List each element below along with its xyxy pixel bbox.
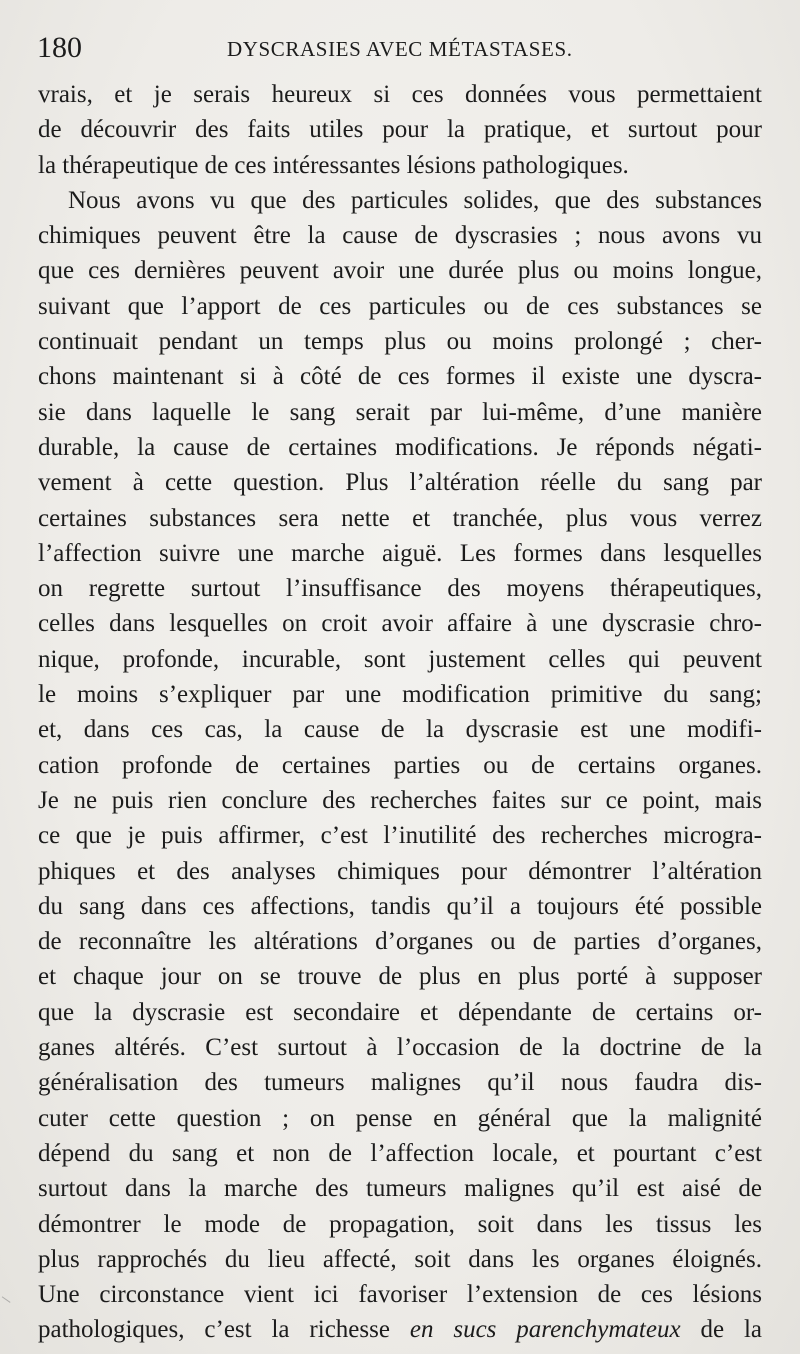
text-line: chons maintenant si à côté de ces formes il existe une dyscra- [38, 363, 762, 391]
text-line: cation profonde de certaines parties ou de certains organes. [38, 751, 762, 779]
text-line: sie dans laquelle le sang serait par lui-même, d’une manière [38, 398, 762, 426]
text-line: vrais, et je serais heureux si ces données vous permettaient [38, 81, 762, 108]
text-line: l’affection suivre une marche aiguë. Les formes dans lesquelles [38, 539, 762, 567]
text-line: que ces dernières peuvent avoir une durée plus ou moins longue, [38, 257, 762, 285]
text-line: cuter cette question ; on pense en général que la malignité [38, 1104, 762, 1132]
text-line: certaines substances sera nette et tranchée, plus vous verrez [38, 504, 762, 532]
text-line: suivant que l’apport de ces particules ou de ces substances se [38, 292, 762, 320]
text-line: et, dans ces cas, la cause de la dyscrasie est une modifi- [38, 716, 762, 744]
text-line: la thérapeutique de ces intéressantes lésions pathologiques. [38, 151, 629, 179]
text-line: Je ne puis rien conclure des recherches faites sur ce point, mais [38, 786, 762, 814]
page-number: 180 [37, 31, 82, 64]
text-line: surtout dans la marche des tumeurs malignes qu’il est aisé de [38, 1175, 762, 1203]
text-line: durable, la cause de certaines modifications. Je réponds négati- [38, 433, 762, 461]
body-text [38, 77, 762, 1348]
text-line: le moins s’expliquer par une modification primitive du sang; [38, 681, 762, 709]
text-line: ganes altérés. C’est surtout à l’occasion de la doctrine de la [38, 1034, 762, 1062]
paragraph-start-line: Nous avons vu que des particules solides, que des substances [68, 186, 762, 214]
text-line: plus rapprochés du lieu affecté, soit dans les organes éloignés. [38, 1245, 762, 1273]
text-line: et chaque jour on se trouve de plus en plus porté à supposer [38, 963, 762, 991]
text-line: que la dyscrasie est secondaire et dépendante de certains or- [38, 998, 762, 1026]
text-line: du sang dans ces affections, tandis qu’il a toujours été possible [38, 892, 762, 920]
text-line: généralisation des tumeurs malignes qu’il nous faudra dis- [38, 1069, 762, 1097]
running-head: DYSCRASIES AVEC MÉTASTASES. [227, 37, 573, 61]
page-header [37, 30, 767, 66]
text-line: chimiques peuvent être la cause de dyscrasies ; nous avons vu [38, 222, 762, 250]
text-line: continuait pendant un temps plus ou moins prolongé ; cher- [38, 328, 762, 356]
text-line: démontrer le mode de propagation, soit dans les tissus les [38, 1210, 762, 1238]
text-line: on regrette surtout l’insuffisance des moyens thérapeutiques, [38, 575, 762, 603]
text-line: de découvrir des faits utiles pour la pratique, et surtout pour [38, 116, 762, 144]
text-line: phiques et des analyses chimiques pour démontrer l’altération [38, 857, 762, 885]
text-line: vement à cette question. Plus l’altération réelle du sang par [38, 469, 762, 497]
text-line: nique, profonde, incurable, sont justement celles qui peuvent [38, 645, 762, 673]
italic-term: en sucs parenchymateux [409, 1316, 681, 1344]
text-line: celles dans lesquelles on croit avoir affaire à une dyscrasie chro- [38, 610, 762, 638]
final-text-line [38, 1312, 762, 1347]
text-line: Une circonstance vient ici favoriser l’extension de ces lésions [38, 1281, 762, 1309]
final-line-before: pathologiques, c’est la richesse [38, 1316, 410, 1344]
text-line: dépend du sang et non de l’affection locale, et pourtant c’est [38, 1139, 762, 1167]
final-line-after: de la [680, 1316, 762, 1344]
text-line: ce que je puis affirmer, c’est l’inutilité des recherches microgra- [38, 822, 762, 850]
page-edge-mark [2, 1288, 17, 1303]
text-line: de reconnaître les altérations d’organes ou de parties d’organes, [38, 928, 762, 956]
